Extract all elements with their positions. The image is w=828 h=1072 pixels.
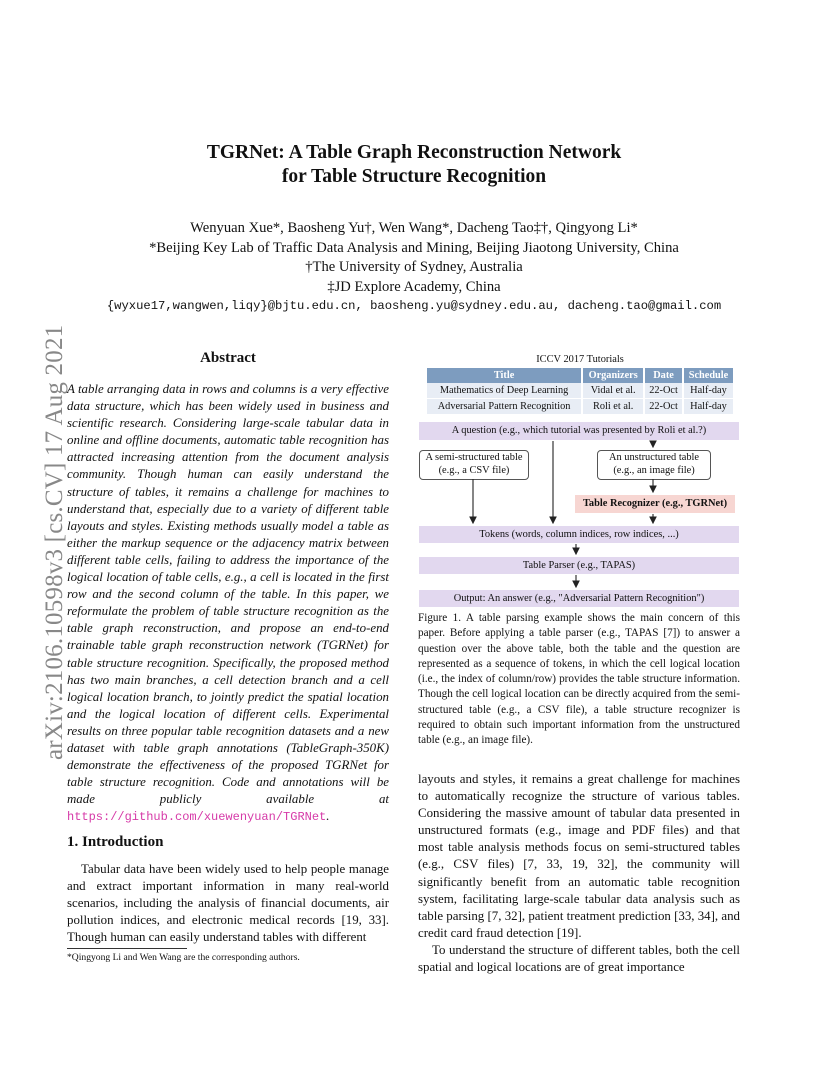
title-line-1: TGRNet: A Table Graph Reconstruction Network	[206, 142, 622, 163]
output-box: Output: An answer (e.g., "Adversarial Pattern Recognition")	[419, 590, 739, 607]
author-block	[0, 219, 828, 297]
author-list: Wenyuan Xue*, Baosheng Yu†, Wen Wang*, Dacheng Tao‡†, Qingyong Li*	[190, 220, 638, 236]
table-header: Schedule	[684, 368, 733, 383]
author-emails: {wyxue17,wangwen,liqy}@bjtu.edu.cn, baosheng.yu@sydney.edu.au, dacheng.tao@gmail.com	[106, 299, 722, 313]
arxiv-stamp: arXiv:2106.10598v3 [cs.CV] 17 Aug 2021	[41, 324, 68, 760]
tokens-box: Tokens (words, column indices, row indices, ...)	[419, 526, 739, 543]
table-row: Mathematics of Deep Learning Vidal et al. 22-Oct Half-day	[427, 383, 733, 399]
unstructured-box: An unstructured table (e.g., an image file)	[597, 450, 711, 480]
abstract-body: A table arranging data in rows and columns is a very effective data structure, which has been widely used in business and scientific research. Considering large-scale tabular data in online and offline documents, automatic table recognition has attracted increasing attention from the document analysis community. Though human can easily understand the structure of tables, it remains a challenge for machines to understand that, especially due to a variety of different table layouts and styles. Existing methods usually model a table as either the markup sequence or the adjacency matrix between different table cells, failing to address the importance of the logical location of table cells, e.g., a cell is located in the first row and the second column of the table. In this paper, we reformulate the problem of table structure recognition as the table graph reconstruction, and propose an end-to-end trainable table graph reconstruction network (TGRNet) for table structure recognition. Specifically, the proposed method has two main branches, a cell detection branch and a cell logical location branch, to jointly predict the spatial location and the logical location of different cells. Experimental results on three popular table recognition datasets and a new dataset with table graph annotations (TableGraph-350K) demonstrate the effectiveness of the proposed TGRNet for table structure recognition. Code and annotations will be made publicly available at https://github.com/xuewenyuan/TGRNet.	[67, 382, 389, 825]
abstract-text: A table arranging data in rows and columns is a very effective data structure, which has been widely used in business and scientific research. Considering large-scale tabular data in online and offline documents, automatic table recognition has attracted increasing attention from the document analysis community. Though human can easily understand the structure of tables, it remains a challenge for machines to understand that, especially due to a variety of different table layouts and styles. Existing methods usually model a table as either the markup sequence or the adjacency matrix between different table cells, failing to address the importance of the logical location of table cells, e.g., a cell is located in the first row and the second column of the table. In this paper, we reformulate the problem of table structure recognition as the table graph reconstruction, and propose an end-to-end trainable table graph reconstruction network (TGRNet) for table structure recognition. Specifically, the proposed method has two main branches, a cell detection branch and a cell logical location branch, to jointly predict the spatial location and the logical location of different cells. Experimental results on three popular table recognition datasets and a new dataset with table graph annotations (TableGraph-350K) demonstrate the effectiveness of the proposed TGRNet for table structure recognition. Code and annotations will be made publicly available at	[67, 382, 389, 807]
paragraph: To understand the structure of different tables, both the cell spatial and logical locations are of great importance	[418, 942, 740, 975]
semi-structured-box: A semi-structured table (e.g., a CSV file)	[419, 450, 529, 480]
affiliation-3: ‡JD Explore Academy, China	[327, 278, 501, 295]
intro-heading: 1. Introduction	[67, 834, 164, 850]
abstract-heading: Abstract	[200, 350, 256, 366]
table-header: Title	[427, 368, 581, 383]
figure-table-title: ICCV 2017 Tutorials	[536, 354, 624, 365]
intro-body: Tabular data have been widely used to help people manage and extract important information in many real-world scenarios, including the analysis of financial documents, air pollution indices, and electronic medical records [19, 33]. Though human can easily understand tables with different	[67, 862, 389, 945]
paragraph: layouts and styles, it remains a great challenge for machines to automatically recognize the structure of various tables. Considering the massive amount of tabular data presented in unstructured formats (e.g., image and PDF files) and that most table analysis methods focus on semi-structured tables (e.g., CSV files) [7, 33, 19, 32], the community will significantly benefit from an automatic table recognition system, facilitating large-scale tabular data analysis such as table parsing [7, 32], patient treatment prediction [33, 34], and credit card fraud detection [19].	[418, 772, 740, 940]
code-link[interactable]: https://github.com/xuewenyuan/TGRNet	[67, 810, 327, 825]
footnote: *Qingyong Li and Wen Wang are the corresponding authors.	[67, 952, 300, 963]
footnote-rule	[67, 948, 187, 949]
table-row: Adversarial Pattern Recognition Roli et al. 22-Oct Half-day	[427, 399, 733, 414]
title-line-2: for Table Structure Recognition	[281, 166, 547, 187]
table-header: Date	[645, 368, 682, 383]
affiliation-2: †The University of Sydney, Australia	[305, 259, 523, 275]
right-column-text	[418, 771, 740, 976]
parser-box: Table Parser (e.g., TAPAS)	[419, 557, 739, 574]
figure-caption: Figure 1. A table parsing example shows the main concern of this paper. Before applying a table parser (e.g., TAPAS [7]) to answer a question over the above table, both the table and the question are represented as a sequence of tokens, in which the cell logical location (i.e., the index of column/row) provides the table structure information. Though the cell logical location can be directly acquired from the semi-structured table (e.g., a CSV file), a table structure recognizer is required to obtain such important information from the unstructured table (e.g., an image file).	[418, 612, 740, 747]
question-box: A question (e.g., which tutorial was presented by Roli et al.?)	[419, 422, 739, 440]
paper-title	[0, 141, 828, 189]
recognizer-box: Table Recognizer (e.g., TGRNet)	[575, 495, 735, 513]
flow-arrows	[415, 350, 745, 612]
figure-1	[415, 350, 745, 612]
affiliation-1: *Beijing Key Lab of Traffic Data Analysis and Mining, Beijing Jiaotong University, China	[149, 239, 679, 256]
table-header: Organizers	[583, 368, 643, 383]
